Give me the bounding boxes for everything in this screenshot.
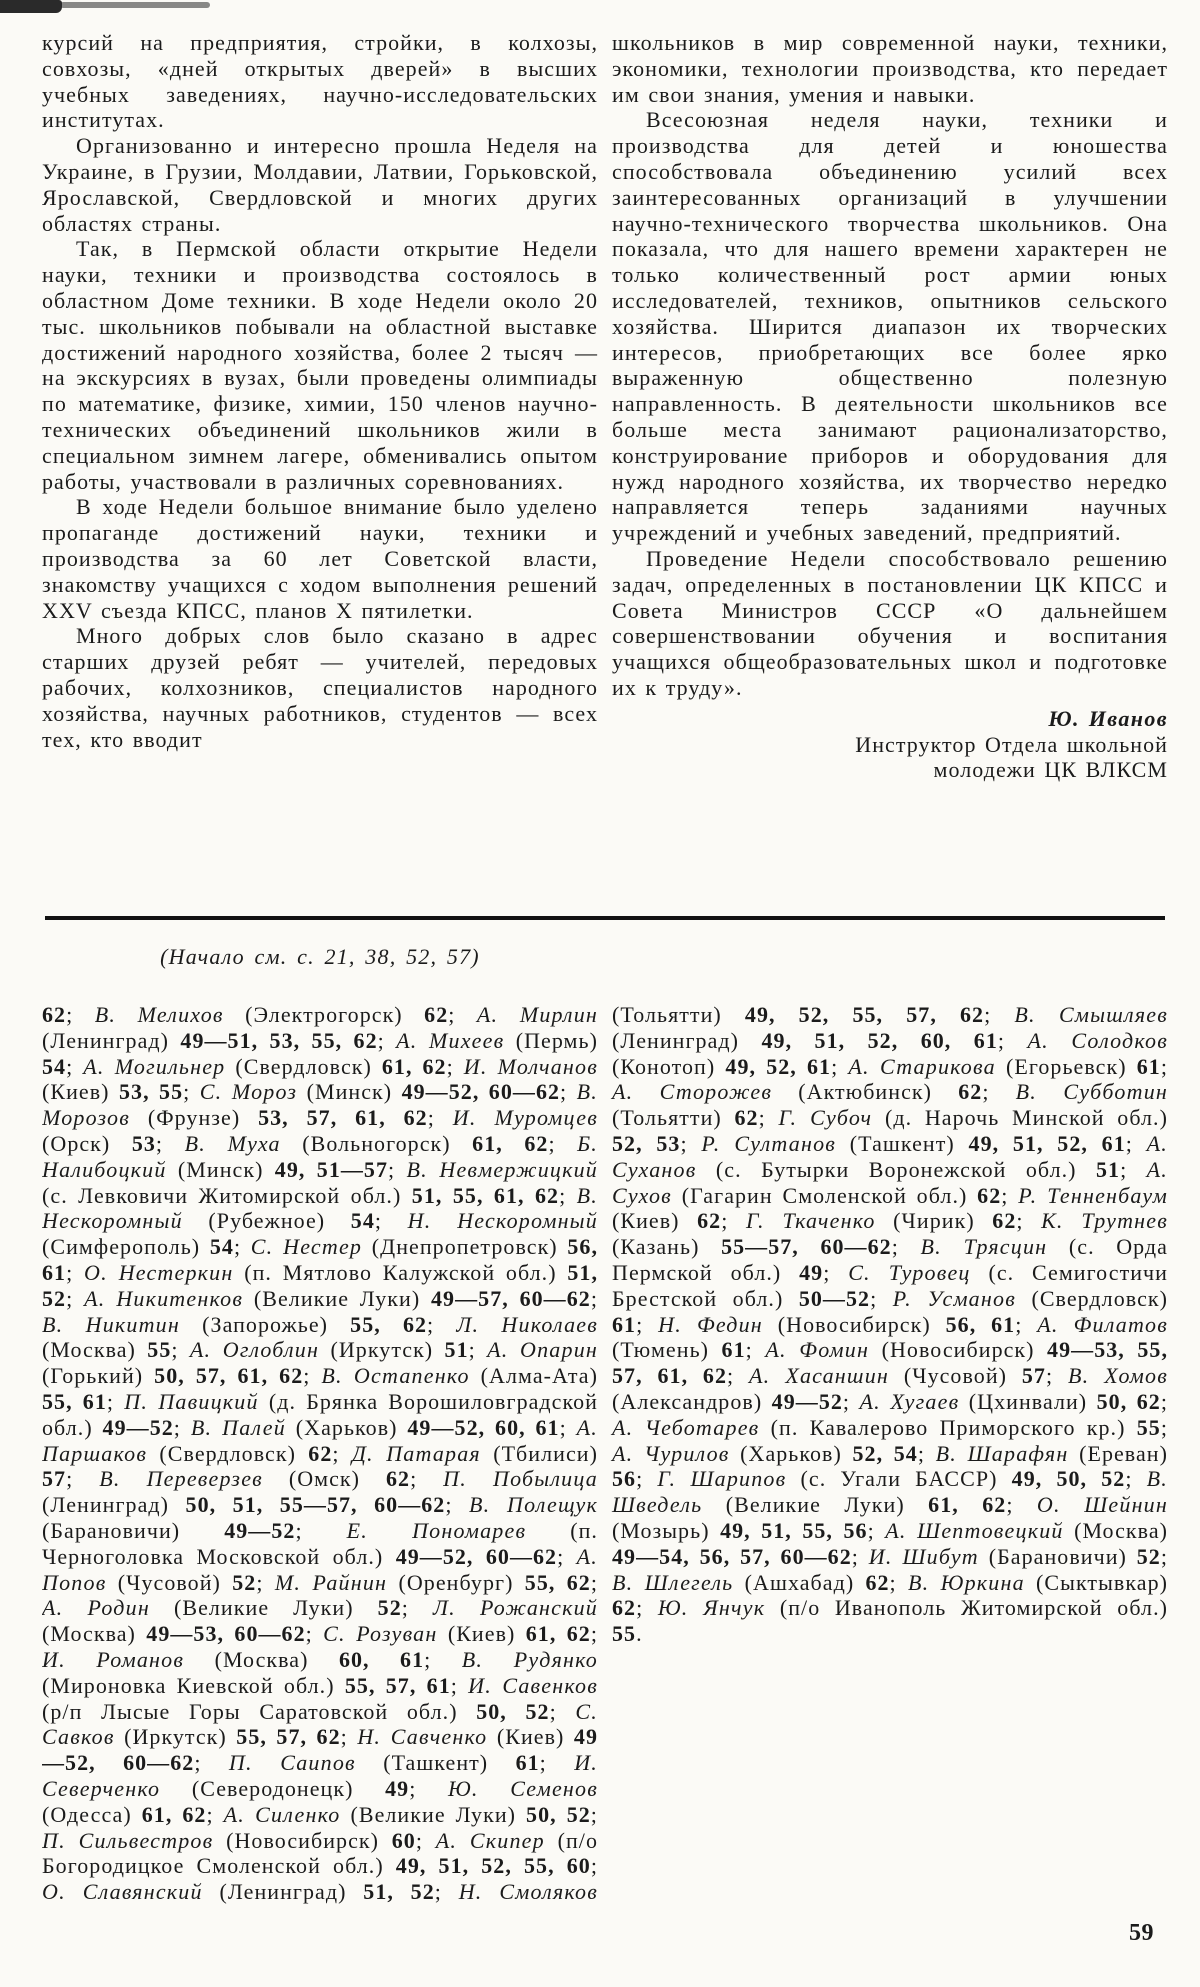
signature-role-line2: молодежи ЦК ВЛКСМ	[933, 757, 1168, 783]
page-refs: 62	[424, 1002, 449, 1027]
contributor-name: Б. Налибоцкий	[42, 1130, 599, 1182]
page-refs: 50, 52	[526, 1801, 591, 1827]
contributor-name: А. Сухов	[612, 1156, 1168, 1208]
page-refs: 54	[42, 1053, 67, 1079]
index-entry: Г. Ткаченко (Чирик) 62;	[745, 1208, 1042, 1234]
page-refs: 61	[612, 1311, 637, 1337]
index-entry: А. Шептовецкий (Москва) 49—54, 56, 57, 60—62;	[612, 1517, 1168, 1569]
index-entry: Ю. Семенов (Одесса) 61, 62;	[42, 1775, 598, 1827]
article-col-left	[42, 30, 598, 783]
page-refs: 55	[1136, 1414, 1161, 1440]
page-refs: 50, 52	[476, 1698, 550, 1724]
signature-author: Ю. Иванов	[1048, 705, 1168, 731]
index-entry: В. Мелихов (Электрогорск) 62;	[94, 1002, 477, 1027]
index-entry: В. Морозов (Фрунзе) 53, 57, 61, 62;	[42, 1079, 598, 1131]
index-entry: А. Сторожев (Актюбинск) 62;	[612, 1079, 1016, 1105]
index-entry: А. Мирлин (Ленинград) 49—51, 53, 55, 62;	[42, 1002, 599, 1053]
contributor-name: П. Павицкий	[124, 1388, 259, 1414]
contributor-name: Н. Федин	[658, 1311, 763, 1337]
index-entry: А. Могильнер (Свердловск) 61, 62;	[83, 1053, 464, 1079]
index-entry: И. Савенков (р/п Лысые Горы Саратовской обл.) 50, 52;	[42, 1672, 598, 1724]
page-refs: 51	[1095, 1156, 1121, 1182]
index-entry: Е. Пономарев (п. Черноголовка Московской обл.) 49—52, 60—62;	[42, 1517, 598, 1569]
contributor-name: А. Скипер	[435, 1827, 545, 1853]
index-entry: С. Савков (Иркутск) 55, 57, 62;	[42, 1698, 598, 1750]
contributor-name: А. Старикова	[848, 1053, 996, 1079]
index-entry: И. Романов (Москва) 60, 61;	[42, 1646, 462, 1672]
page-refs: 52	[377, 1595, 402, 1621]
contributors-index	[42, 1002, 1168, 1907]
index-entry: Н. Савченко (Киев) 49—52, 60—62;	[42, 1724, 598, 1776]
page-refs: 49, 51, 55, 56	[720, 1517, 868, 1543]
page-refs: 62	[958, 1079, 983, 1105]
page-refs: 56, 61	[945, 1311, 1016, 1337]
page-refs: 61, 62	[525, 1621, 591, 1647]
contributor-name: А. Солодков	[1027, 1027, 1168, 1053]
contributor-name: Д. Патарая	[351, 1440, 481, 1466]
contributor-name: В. Рудянко	[461, 1646, 598, 1672]
page-refs: 52, 54	[852, 1440, 918, 1466]
index-entry: О. Шейнин (Мозырь) 49, 51, 55, 56;	[612, 1492, 1168, 1543]
page-refs: 55, 57, 62	[236, 1724, 341, 1750]
index-entry: С. Розуван (Киев) 61, 62;	[323, 1621, 598, 1647]
page-refs: 54	[209, 1234, 234, 1260]
contributor-name: И. Молчанов	[463, 1053, 598, 1079]
page-refs: 49—52	[224, 1517, 296, 1543]
index-entry: О. Нестеркин (п. Мятлово Калужской обл.) 51, 52;	[42, 1259, 598, 1311]
page-refs: 61, 62	[472, 1130, 549, 1156]
index-entry: П. Сильвестров (Новосибирск) 60;	[42, 1827, 436, 1853]
contributor-name: А. Мирлин	[476, 1002, 599, 1027]
contributor-name: В. Нескоромный	[42, 1182, 598, 1234]
page-refs: 49, 52, 61	[725, 1053, 832, 1079]
index-entry: В. Субботин (Тольятти) 62;	[612, 1079, 1168, 1131]
index-flow	[42, 1002, 1168, 1904]
page-refs: 49—52	[771, 1388, 843, 1414]
index-entry: В. Трясцин (с. Орда Пермской обл.) 49;	[612, 1234, 1168, 1285]
page-refs: 51	[444, 1337, 469, 1363]
page-refs: 51, 55, 61, 62	[411, 1182, 560, 1208]
page-refs: 55—57, 60—62	[721, 1234, 892, 1260]
contributor-name: А. Никитенков	[84, 1285, 244, 1311]
index-entry: В. Переверзев (Омск) 62;	[99, 1466, 444, 1492]
index-entry: П. Саипов (Ташкент) 61;	[228, 1750, 575, 1776]
contributor-name: О. Нестеркин	[84, 1259, 234, 1285]
contributor-name: Ю. Янчук	[657, 1595, 766, 1621]
page-refs: 62	[697, 1208, 722, 1234]
contributor-name: Г. Шарипов	[657, 1466, 787, 1492]
contributor-name: В. Полещук	[469, 1492, 598, 1518]
index-entry: А. Скипер (п/о Богородицкое Смоленской обл.) 49, 51, 52, 55, 60;	[42, 1827, 598, 1879]
signature-block	[612, 706, 1168, 783]
index-entry: И. Шибут (Барановичи) 52;	[868, 1543, 1168, 1569]
index-entry: А. Старикова (Егорьевск) 61;	[848, 1053, 1168, 1079]
contributor-name: В. Смышляев	[1014, 1002, 1168, 1027]
index-entry: И. Северченко (Северодонецк) 49;	[42, 1750, 599, 1801]
index-entry: Р. Султанов (Ташкент) 49, 51, 52, 61;	[701, 1130, 1147, 1156]
page-number: 59	[1129, 1920, 1154, 1946]
contributor-name: С. Розуван	[323, 1621, 438, 1647]
page-refs: 50—52	[798, 1285, 871, 1311]
contributor-name: И. Северченко	[42, 1750, 599, 1801]
page-refs: 57	[42, 1466, 67, 1492]
contributor-name: С. Мороз	[199, 1079, 298, 1105]
page-refs: 57	[1021, 1363, 1046, 1389]
index-entry: В. Полещук (Барановичи) 49—52;	[42, 1492, 598, 1543]
page-refs: 53, 57, 61, 62	[258, 1105, 428, 1131]
index-entry: В. Шведель (Великие Луки) 61, 62;	[612, 1466, 1168, 1518]
contributor-name: И. Савенков	[468, 1672, 598, 1698]
section-divider	[45, 916, 1165, 920]
paragraph: В ходе Недели большое внимание было уделено пропаганде достижений науки, техники и производства за 60 лет Советской власти, знакомству учащихся с ходом выполнения решений XXV съезда КПСС, планов X пятилетки.	[42, 494, 598, 623]
index-entry: Б. Налибоцкий (Минск) 49, 51—57;	[42, 1130, 599, 1182]
index-entry: Л. Николаев (Москва) 55;	[42, 1311, 598, 1363]
index-entry: М. Райнин (Оренбург) 55, 62;	[274, 1569, 598, 1595]
contributor-name: В. Никитин	[42, 1311, 180, 1337]
contributor-name: К. Трутнев	[1041, 1208, 1168, 1234]
contributor-name: А. Попов	[42, 1543, 598, 1595]
article-col-right-paras	[612, 30, 1168, 701]
index-entry: А. Филатов (Тюмень) 61;	[612, 1311, 1168, 1363]
index-entry: А. Паршаков (Свердловск) 62;	[42, 1414, 598, 1466]
page-refs: 49, 52, 55, 57, 62	[744, 1002, 985, 1027]
contributor-name: В. Шарафян	[935, 1440, 1069, 1466]
contributor-name: А. Опарин	[487, 1337, 599, 1363]
page-refs: 52, 53	[612, 1130, 681, 1156]
page-refs: 55	[612, 1621, 637, 1647]
contributor-name: О. Шейнин	[1036, 1492, 1168, 1518]
page-refs: 61	[721, 1337, 746, 1363]
page-refs: 55, 62	[350, 1311, 428, 1337]
page-refs: 50, 62	[1096, 1388, 1161, 1414]
contributor-name: А. Могильнер	[83, 1053, 226, 1079]
index-entry: А. Суханов (с. Бутырки Воронежской обл.) 51;	[612, 1130, 1168, 1182]
contributor-name: В. Юркина	[907, 1569, 1025, 1595]
paragraph: Всесоюзная неделя науки, техники и производства для детей и юношества способствовала объединению усилий всех заинтересованных организаций в улучшении научно-технического творчества школьников. Она показала, что для нашего времени характерен не только количественный рост армии юных исследователей, техников, опытников сельского хозяйства. Ширится диапазон их творческих интересов, приобретающих все более ярко выраженную общественно полезную направленность. В деятельности школьников все больше места занимают рационализаторство, конструирование приборов и оборудования для нужд народного хозяйства, их творчество нередко направляется теперь заданиями научных учреждений и учебных заведений, предприятий.	[612, 107, 1168, 546]
contributor-name: В. Трясцин	[920, 1234, 1048, 1260]
index-entry: Д. Патарая (Тбилиси) 57;	[42, 1440, 598, 1492]
page-refs: 49—52, 60—62	[401, 1079, 561, 1105]
page-refs: 49—57, 60—62	[431, 1285, 591, 1311]
index-entry: Ю. Янчук (п/о Иванополь Житомирской обл.) 55.	[612, 1595, 1168, 1647]
index-entry: В. Хомов (Александров) 49—52;	[612, 1363, 1168, 1414]
contributor-name: Г. Субоч	[778, 1105, 873, 1131]
contributor-name: А. Хугаев	[859, 1388, 960, 1414]
index-entry: Г. Субоч (д. Нарочь Минской обл.) 52, 53;	[612, 1105, 1168, 1156]
contributor-name: А. Чурилов	[612, 1440, 730, 1466]
contributor-name: С. Туровец	[848, 1259, 971, 1285]
page-refs: 61, 62	[928, 1492, 1007, 1518]
index-entry: О. Славянский (Ленинград) 51, 52;	[42, 1879, 459, 1905]
index-entry: А. Хасаншин (Чусовой) 57;	[749, 1363, 1068, 1389]
contributor-name: А. Силенко	[223, 1801, 341, 1827]
index-entry: В. Юркина (Сыктывкар) 62;	[612, 1569, 1168, 1621]
page-refs: 61	[515, 1750, 540, 1776]
index-entry: А. Хугаев (Цхинвали) 50, 62;	[859, 1388, 1168, 1414]
contributor-name: Л. Николаев	[456, 1311, 598, 1337]
article-col-right	[612, 30, 1168, 783]
index-entry: С. Нестер (Днепропетровск) 56, 61;	[42, 1234, 598, 1285]
index-entry: В. Остапенко (Алма-Ата) 55, 61;	[42, 1363, 598, 1414]
page-refs: 62	[865, 1569, 890, 1595]
index-entry: Н. Федин (Новосибирск) 56, 61;	[658, 1311, 1038, 1337]
contributor-name: Р. Султанов	[701, 1130, 837, 1156]
contributor-name: А. Хасаншин	[749, 1363, 890, 1389]
contributor-name: А. Паршаков	[42, 1414, 598, 1466]
page-refs: 49, 51, 52, 61	[968, 1130, 1126, 1156]
index-entry: А. Силенко (Великие Луки) 50, 52;	[223, 1801, 598, 1827]
contributor-name: О. Славянский	[42, 1879, 203, 1905]
page-refs: 60	[391, 1827, 416, 1853]
page-refs: 54	[350, 1208, 375, 1234]
page-refs: 62	[734, 1105, 759, 1131]
page-refs: 49	[385, 1775, 410, 1801]
contributor-name: П. Побылица	[443, 1466, 599, 1492]
index-entry: А. Сухов (Гагарин Смоленской обл.) 62;	[612, 1156, 1168, 1208]
contributor-name: Е. Пономарев	[346, 1517, 527, 1543]
contributor-name: И. Муромцев	[452, 1105, 599, 1131]
contributor-name: В. Шведель	[612, 1466, 1168, 1518]
index-entry: П. Побылица (Ленинград) 50, 51, 55—57, 60—62;	[42, 1466, 599, 1518]
page-refs: 55, 57, 61	[344, 1672, 451, 1698]
page-refs: 49, 51, 52, 55, 60	[395, 1853, 591, 1879]
contributor-name: А. Сторожев	[612, 1079, 773, 1105]
index-entry: И. Муромцев (Орск) 53;	[42, 1105, 599, 1156]
index-entry: А. Родин (Великие Луки) 52;	[42, 1595, 433, 1621]
paragraph: курсий на предприятия, стройки, в колхозы, совхозы, «дней открытых дверей» в высших учебных заведениях, научно-исследовательских институтах.	[42, 30, 598, 133]
contributor-name: С. Савков	[42, 1698, 598, 1750]
contributor-name: А. Фомин	[765, 1337, 870, 1363]
contributor-name: И. Романов	[42, 1646, 185, 1672]
contributor-name: В. Переверзев	[99, 1466, 263, 1492]
index-entry: В. Рудянко (Мироновка Киевской обл.) 55, 57, 61;	[42, 1646, 598, 1698]
index-entry: В. Нескоромный (Рубежное) 54;	[42, 1182, 598, 1234]
contributor-name: М. Райнин	[274, 1569, 388, 1595]
signature-role-line1: Инструктор Отдела школьной	[855, 731, 1168, 757]
page-refs: 49, 51—57	[274, 1156, 389, 1182]
paragraph: Организованно и интересно прошла Неделя на Украине, в Грузии, Молдавии, Латвии, Горьковской, Ярославской, Свердловской и многих других областях страны.	[42, 133, 598, 236]
contributor-name: В. Палей	[190, 1414, 286, 1440]
contributor-name: В. Невмержицкий	[406, 1156, 598, 1182]
page-refs: 49—52, 60—62	[42, 1724, 598, 1776]
contributor-name: Ю. Семенов	[447, 1775, 598, 1801]
page-refs: 52	[232, 1569, 257, 1595]
index-entry: В. Палей (Харьков) 49—52, 60, 61;	[190, 1414, 577, 1440]
contributor-name: А. Родин	[42, 1595, 150, 1621]
index-entry: Р. Усманов (Свердловск) 61;	[612, 1285, 1168, 1337]
index-entry: В. Муха (Вольногорск) 61, 62;	[184, 1130, 578, 1156]
page-refs: 50, 51, 55—57, 60—62	[185, 1492, 446, 1518]
page-refs: 53, 55	[118, 1079, 184, 1105]
paragraph: Много добрых слов было сказано в адрес старших друзей ребят — учителей, передовых рабочих, колхозников, специалистов народного хозяйства, научных работников, студентов — всех тех, кто вводит	[42, 623, 598, 752]
contributor-name: В. Морозов	[42, 1079, 598, 1131]
page-refs: 52	[1136, 1543, 1161, 1569]
contributor-name: П. Сильвестров	[42, 1827, 214, 1853]
paragraph: школьников в мир современной науки, техники, экономики, технологии производства, кто передает им свои знания, умения и навыки.	[612, 30, 1168, 107]
index-entry: 62;	[42, 1002, 95, 1027]
page-refs: 49—53, 55, 57, 61, 62	[612, 1337, 1168, 1389]
contributor-name: А. Михеев	[396, 1027, 505, 1053]
index-entry: Г. Шарипов (с. Угали БАССР) 49, 50, 52;	[657, 1466, 1147, 1492]
contributor-name: В. Шлегель	[612, 1569, 734, 1595]
index-entry: В. Шлегель (Ашхабад) 62;	[612, 1569, 908, 1595]
page-refs: 49—54, 56, 57, 60—62	[612, 1543, 852, 1569]
page-refs: 62	[992, 1208, 1017, 1234]
page-refs: 56	[612, 1466, 637, 1492]
page-refs: 61, 62	[141, 1801, 207, 1827]
page-refs: 49—52	[102, 1414, 174, 1440]
index-entry: В. Шарафян (Ереван) 56;	[612, 1440, 1168, 1492]
index-entry: А. Чеботарев (п. Кавалерово Приморского кр.) 55;	[612, 1414, 1168, 1440]
contributor-name: Г. Ткаченко	[745, 1208, 876, 1234]
contributor-name: В. Хомов	[1067, 1363, 1168, 1389]
page-refs: 62	[42, 1002, 67, 1027]
page-refs: 61, 62	[381, 1053, 447, 1079]
contributor-name: И. Шибут	[868, 1543, 979, 1569]
index-entry: К. Трутнев (Казань) 55—57, 60—62;	[612, 1208, 1168, 1260]
contributor-name: В. Субботин	[1015, 1079, 1168, 1105]
page-refs: 49—52, 60, 61	[407, 1414, 560, 1440]
contributor-name: Н. Савченко	[357, 1724, 488, 1750]
page-refs: 51, 52	[363, 1879, 435, 1905]
index-entry: А. Чурилов (Харьков) 52, 54;	[612, 1440, 936, 1466]
page-refs: 62	[308, 1440, 333, 1466]
paragraph: Так, в Пермской области открытие Недели науки, техники и производства состоялось в областном Доме техники. В ходе Недели около 20 тыс. школьников побывали на областной выставке достижений народного хозяйства, более 2 тысяч — на экскурсиях в вузах, были проведены олимпиады по математике, физике, химии, 150 членов научно-технических объединений школьников жили в специальном зимнем лагере, обменивались опытом работы, участвовали в различных соревнованиях.	[42, 236, 598, 494]
page-refs: 60, 61	[338, 1646, 425, 1672]
index-entry: П. Павицкий (д. Брянка Ворошиловградской обл.) 49—52;	[42, 1388, 598, 1440]
scan-artifact	[60, 2, 210, 8]
page-refs: 55	[147, 1337, 172, 1363]
page-refs: 49—52, 60—62	[395, 1543, 558, 1569]
contributor-name: П. Саипов	[228, 1750, 356, 1776]
index-entry: В. Никитин (Запорожье) 55, 62;	[42, 1311, 457, 1337]
page-refs: 53	[131, 1130, 156, 1156]
contributor-name: С. Нестер	[250, 1234, 363, 1260]
index-entry: И. Молчанов (Киев) 53, 55;	[42, 1053, 598, 1105]
paragraph: Проведение Недели способствовало решению задач, определенных в постановлении ЦК КПСС и Совета Министров СССР «О дальнейшем совершенствовании обучения и воспитания учащихся общеобразовательных школ и подготовке их к труду».	[612, 545, 1168, 700]
index-entry: Л. Рожанский (Москва) 49—53, 60—62;	[42, 1595, 599, 1647]
contributor-name: А. Шептовецкий	[885, 1517, 1064, 1543]
contributor-name: Р. Тенненбаум	[1018, 1182, 1168, 1208]
index-entry: Н. Нескоромный (Симферополь) 54;	[42, 1208, 598, 1260]
contributor-name: А. Суханов	[612, 1130, 1168, 1182]
page-refs: 49—53, 60—62	[146, 1621, 306, 1647]
contributor-name: А. Оглоблин	[189, 1337, 320, 1363]
index-entry: С. Мороз (Минск) 49—52, 60—62;	[199, 1079, 577, 1105]
contributor-name: А. Чеботарев	[612, 1414, 760, 1440]
contributor-name: В. Остапенко	[321, 1363, 470, 1389]
page-refs: 51, 52	[42, 1259, 598, 1311]
page-refs: 49	[799, 1259, 824, 1285]
contributor-name: В. Мелихов	[94, 1002, 224, 1027]
index-entry: В. Невмержицкий (с. Левковичи Житомирской обл.) 51, 55, 61, 62;	[42, 1156, 598, 1208]
index-entry: А. Солодков (Конотоп) 49, 52, 61;	[612, 1027, 1168, 1079]
index-entry: С. Туровец (с. Семигостичи Брестской обл.) 50—52;	[612, 1259, 1168, 1311]
index-entry: А. Попов (Чусовой) 52;	[42, 1543, 598, 1595]
contributor-name: Р. Усманов	[892, 1285, 1016, 1311]
index-entry: Н. Смоляков (Тольятти) 49, 52, 55, 57, 62;	[458, 1002, 1015, 1905]
contributor-name: Н. Смоляков	[458, 1879, 598, 1905]
page-refs: 49, 51, 52, 60, 61	[761, 1027, 998, 1053]
index-entry: А. Фомин (Новосибирск) 49—53, 55, 57, 61, 62;	[612, 1337, 1168, 1389]
page-refs: 55, 62	[524, 1569, 591, 1595]
index-entry: Р. Тенненбаум (Киев) 62;	[612, 1182, 1168, 1234]
page-refs: 62	[385, 1466, 411, 1492]
index-entry: А. Опарин (Горький) 50, 57, 61, 62;	[42, 1337, 599, 1389]
page-refs: 61	[1136, 1053, 1161, 1079]
page-refs: 56, 61	[42, 1234, 598, 1285]
index-entry: А. Михеев (Пермь) 54;	[42, 1027, 598, 1079]
index-entry: А. Никитенков (Великие Луки) 49—57, 60—62;	[84, 1285, 599, 1311]
contributor-name: Л. Рожанский	[432, 1595, 599, 1621]
contributor-name: Н. Нескоромный	[407, 1208, 598, 1234]
index-entry: В. Смышляев (Ленинград) 49, 51, 52, 60, 61;	[612, 1002, 1168, 1053]
page-refs: 62	[612, 1595, 637, 1621]
article	[42, 30, 1168, 783]
page-refs: 55, 61	[42, 1388, 107, 1414]
page-refs: 49, 50, 52	[1011, 1466, 1126, 1492]
page-refs: 49—51, 53, 55, 62	[180, 1027, 378, 1053]
index-entry: А. Оглоблин (Иркутск) 51;	[189, 1337, 488, 1363]
page-refs: 50, 57, 61, 62	[154, 1363, 304, 1389]
page-refs: 62	[977, 1182, 1002, 1208]
contributor-name: А. Филатов	[1037, 1311, 1168, 1337]
index-continuation-note: (Начало см. с. 21, 38, 52, 57)	[160, 944, 480, 969]
contributor-name: В. Муха	[184, 1130, 281, 1156]
scan-artifact	[0, 0, 62, 13]
